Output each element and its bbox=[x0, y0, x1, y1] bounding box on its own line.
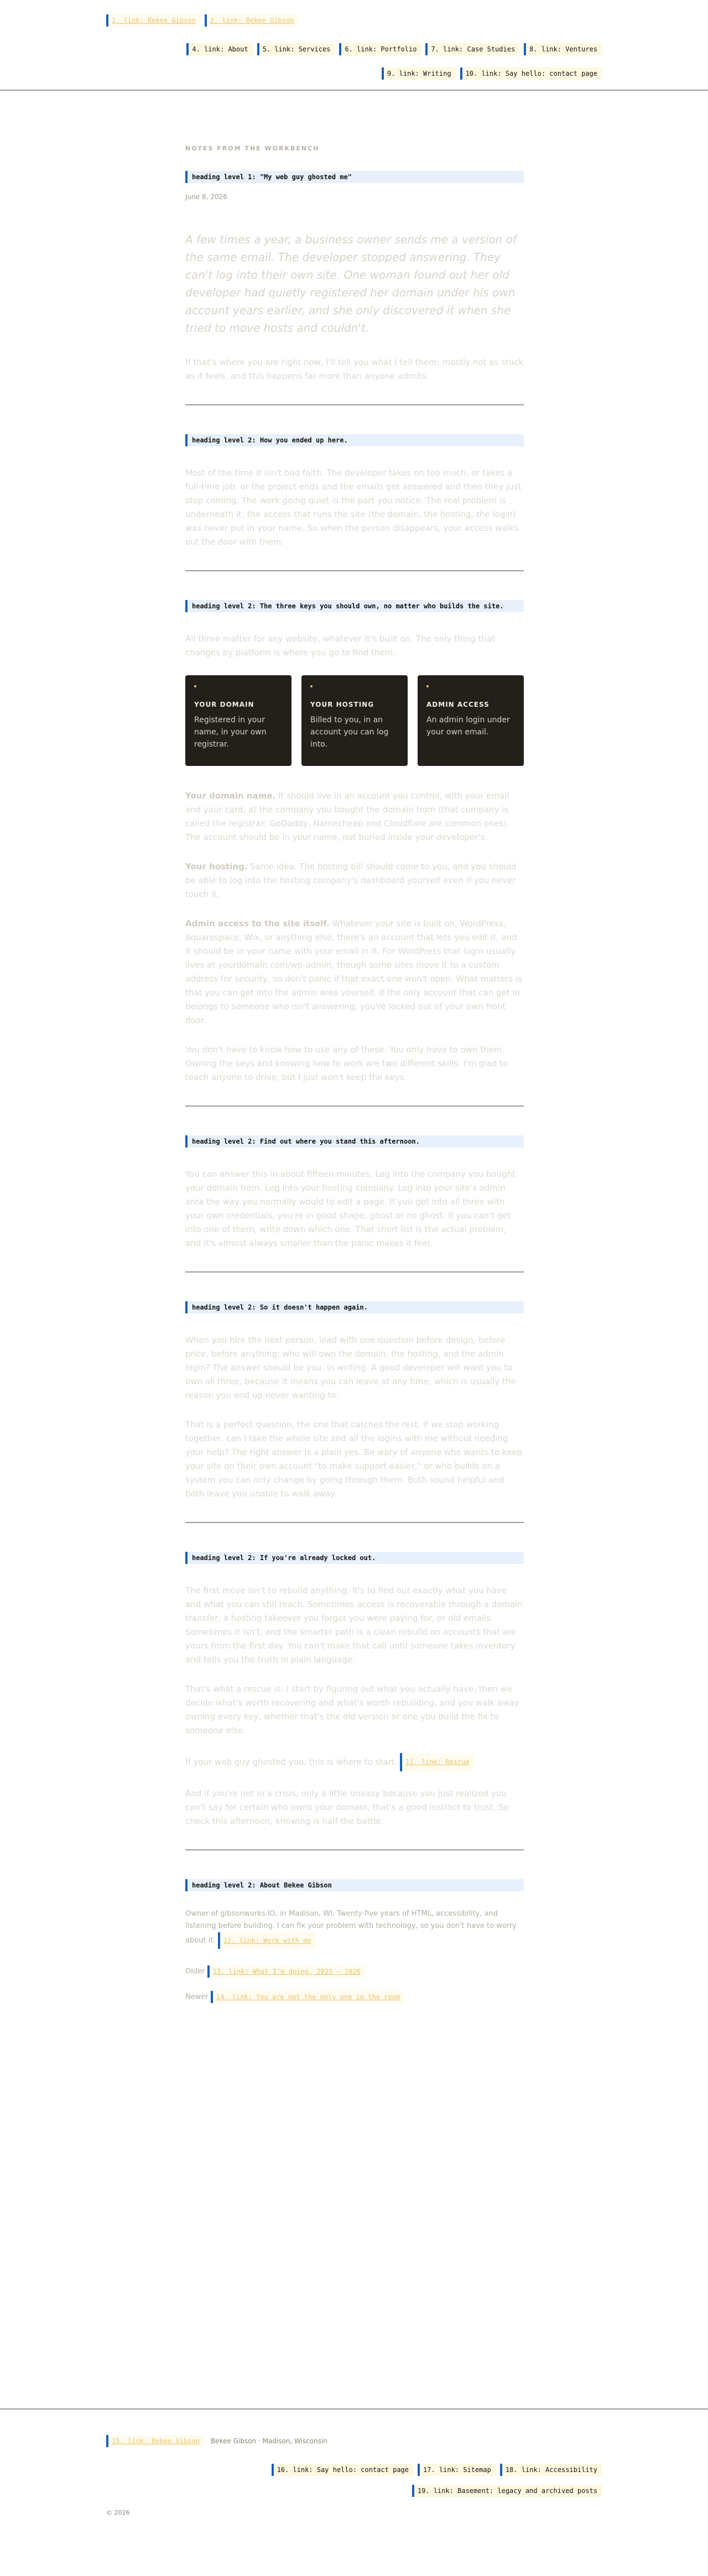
key-card-body: An admin login under your own email. bbox=[426, 716, 510, 737]
section-how-paragraph: Most of the time it isn't bad faith. The developer takes on too much, or takes a full-time job, or the project ends and the emails get answered and then they just stop coming. The work going quiet is the part you notice. The real problem is underneath it: the access that runs the site (the domain, the hosting, the login) was never put in your name. So when the person disappears, your access walks out the door with them. bbox=[185, 468, 522, 547]
key-domain-text: It should live in an account you control, with your email and your card, at the company you bought the domain from (that company is called the registrar; GoDaddy, Namecheap and Cloudflare are common ones). The account should be in your name, not buried inside your developer's. bbox=[185, 791, 509, 842]
section-heading-prevent: heading level 2: So it doesn't happen again. bbox=[185, 1301, 524, 1313]
key-card-body: Registered in your name, in your own registrar. bbox=[194, 716, 267, 749]
key-card-title: YOUR HOSTING bbox=[310, 701, 374, 708]
article bbox=[185, 145, 524, 2016]
article-eyebrow: NOTES FROM THE WORKBENCH bbox=[185, 145, 320, 152]
article-intro: If that's where you are right now, I'll tell you what I tell them: mostly not as stuck as it feels, and this happens far more than anyone admits. bbox=[185, 357, 524, 381]
section-locked-paragraph-3 bbox=[185, 1753, 524, 1771]
key-admin-lead: Admin access to the site itself. bbox=[185, 919, 330, 929]
card-dot-icon bbox=[194, 685, 196, 687]
newer-label: Newer bbox=[185, 1993, 209, 2001]
card-dot-icon bbox=[426, 685, 429, 687]
copyright: © 2026 bbox=[106, 2509, 130, 2516]
section-find-out-paragraph: You can answer this in about fifteen minutes. Log into the company you bought your domain from. Log into your hosting company. Log into your site's admin area the way you normally would to edit a page. If you get into all three with your own credentials, you're in good shape, ghost or no ghost. If you can't get into one of them, write down which one. That short list is the actual problem, and it's almost always smaller than the panic makes it feel. bbox=[185, 1169, 516, 1248]
brand-link-name[interactable]: 2. link: Bekee Gibson bbox=[205, 14, 299, 27]
section-divider bbox=[185, 404, 524, 405]
main-nav bbox=[186, 43, 602, 55]
main-nav-row-2 bbox=[382, 67, 602, 80]
key-hosting-paragraph bbox=[185, 860, 524, 901]
key-card-title: ADMIN ACCESS bbox=[426, 701, 490, 708]
section-divider bbox=[185, 1271, 524, 1273]
nav-link-ventures[interactable]: 8. link: Ventures bbox=[524, 43, 602, 55]
older-post-row bbox=[185, 1965, 524, 1978]
nav-link-services[interactable]: 5. link: Services bbox=[257, 43, 335, 55]
section-locked-paragraph-4: And if you're not in a crisis, only a little uneasy because you just realized you can't say for certain who owns your domain, that's a good instinct to trust. So check this afternoon; knowing is half the battle. bbox=[185, 1788, 509, 1826]
section-prevent-paragraph-2: That is a perfect question, the one that catches the rest. If we stop working together, can I take the whole site and all the logins with me without needing your help? The right answer is a plain yes. Be wary of anyone who wants to keep your site on their own account "to make support easier," or who builds on a system you can only change by going through them. Both sound helpful and both leave you unable to walk away. bbox=[185, 1420, 522, 1499]
footer-nav-row-2 bbox=[412, 2485, 602, 2497]
key-hosting-lead: Your hosting. bbox=[185, 862, 248, 872]
nav-link-case-studies[interactable]: 7. link: Case Studies bbox=[425, 43, 519, 55]
key-card-domain bbox=[185, 675, 291, 766]
key-admin-text: Whatever your site is built on, WordPress, Squarespace, Wix, or anything else, there's an account that lets you edit it, and it should be in your name with your email in it. For WordPress that login usually lives at yourdomain.com/wp-admin, though some sites move it to a custom address for security, so don't panic if that exact one won't open. What matters is that you can get into the admin area yourself. If the only account that can get in belongs to someone who isn't answering, you're locked out of your own front door. bbox=[185, 919, 523, 1025]
section-heading-how: heading level 2: How you ended up here. bbox=[185, 434, 524, 446]
footer-brand bbox=[106, 2435, 327, 2447]
key-hosting-text: Same idea. The hosting bill should come to you, and you should be able to log into the hosting company's dashboard yourself even if you never touch it. bbox=[185, 862, 517, 899]
section-heading-find-out: heading level 2: Find out where you stand this afternoon. bbox=[185, 1135, 524, 1148]
article-title: heading level 1: "My web guy ghosted me" bbox=[185, 171, 524, 183]
article-date: June 8, 2026 bbox=[185, 193, 227, 201]
brand-link-home[interactable]: 1. link: Bekee Gibson bbox=[106, 14, 200, 27]
footer-location: Bekee Gibson · Madison, Wisconsin bbox=[210, 2437, 327, 2445]
section-divider bbox=[185, 1106, 524, 1107]
footer-link-accessibility[interactable]: 18. link: Accessibility bbox=[500, 2464, 602, 2476]
section-divider bbox=[185, 570, 524, 571]
older-post-link[interactable]: 13. link: What I'm doing, 2025 — 2026 bbox=[207, 1965, 365, 1978]
newer-post-link[interactable]: 14. link: You are not the only one in the room bbox=[211, 1991, 404, 2003]
card-dot-icon bbox=[310, 685, 313, 687]
footer-nav bbox=[272, 2464, 602, 2476]
key-card-body: Billed to you, in an account you can log into. bbox=[310, 716, 389, 749]
rescue-text: If your web guy ghosted you, this is where to start. bbox=[185, 1757, 398, 1767]
section-locked-paragraph-2: That's what a rescue is: I start by figuring out what you actually have, then we decide what's worth recovering and what's worth rebuilding, and you walk away owning every key, whether that's the old version or one you build the fix to someone else. bbox=[185, 1684, 519, 1735]
work-with-me-link[interactable]: 12. link: Work with me bbox=[218, 1932, 316, 1949]
key-card-admin bbox=[418, 675, 524, 766]
key-admin-paragraph bbox=[185, 917, 524, 1028]
key-cards bbox=[185, 675, 524, 766]
section-divider bbox=[185, 1849, 524, 1850]
footer-link-sitemap[interactable]: 17. link: Sitemap bbox=[418, 2464, 496, 2476]
section-divider bbox=[185, 1522, 524, 1523]
section-keys-intro: All three matter for any website, whatever it's built on. The only thing that changes by platform is where you go to find them. bbox=[185, 634, 496, 658]
about-paragraph bbox=[185, 1908, 524, 1949]
footer-brand-link[interactable]: 15. link: Bekee Gibson bbox=[106, 2435, 204, 2447]
key-domain-lead: Your domain name. bbox=[185, 791, 276, 801]
section-prevent-paragraph-1: When you hire the next person, lead with one question before design, before price, before anything: who will own the domain, the hosting, and the admin login? The answer should be you. In writing. A good developer will want you to own all three, because it means you can leave at any time, which is usually the reason you end up never wanting to. bbox=[185, 1335, 516, 1400]
site-footer bbox=[0, 2408, 708, 2576]
key-domain-paragraph bbox=[185, 789, 524, 844]
article-lede: A few times a year, a business owner sends me a version of the same email. The developer stopped answering. They can't log into their own site. One woman found out her old developer had quietly registered her domain under his own account years earlier, and she only discovered it when she tried to move hosts and couldn't. bbox=[185, 233, 517, 335]
about-text: Owner of gibsonworks.IO, in Madison, WI. Twenty-five years of HTML, accessibility, and listening before building. I can fix your problem with technology, so you don't have to worry about it. bbox=[185, 1910, 517, 1945]
older-label: Older bbox=[185, 1967, 205, 1976]
nav-link-writing[interactable]: 9. link: Writing bbox=[382, 67, 456, 80]
rescue-link[interactable]: 11. link: Rescue bbox=[400, 1753, 474, 1771]
key-card-hosting bbox=[301, 675, 408, 766]
key-close-paragraph: You don't have to know how to use any of these. You only have to own them. Owning the keys and knowing how to work are two different skills. I'm glad to teach anyone to drive, but I just won't keep the keys. bbox=[185, 1045, 508, 1082]
about-heading: heading level 2: About Bekee Gibson bbox=[185, 1879, 524, 1891]
section-locked-paragraph-1: The first move isn't to rebuild anything. It's to find out exactly what you have and what you can still reach. Sometimes access is recoverable through a domain transfer, a hosting takeover you forgot you were paying for, or old emails. Sometimes it isn't, and the smarter path is a clean rebuild on accounts that are yours from the first day. You can't make that call until someone takes inventory and tells you the truth in plain language. bbox=[185, 1586, 523, 1665]
newer-post-row bbox=[185, 1991, 524, 2003]
site-header bbox=[0, 0, 708, 91]
section-heading-locked-out: heading level 2: If you're already locked out. bbox=[185, 1552, 524, 1564]
footer-link-contact[interactable]: 16. link: Say hello: contact page bbox=[272, 2464, 413, 2476]
nav-link-contact[interactable]: 10. link: Say hello: contact page bbox=[460, 67, 602, 80]
nav-link-portfolio[interactable]: 6. link: Portfolio bbox=[339, 43, 421, 55]
nav-link-about[interactable]: 4. link: About bbox=[186, 43, 252, 55]
brand-links bbox=[106, 14, 298, 27]
section-heading-three-keys: heading level 2: The three keys you should own, no matter who builds the site. bbox=[185, 600, 524, 612]
key-card-title: YOUR DOMAIN bbox=[194, 701, 254, 708]
footer-link-basement[interactable]: 19. link: Basement: legacy and archived posts bbox=[412, 2485, 602, 2497]
